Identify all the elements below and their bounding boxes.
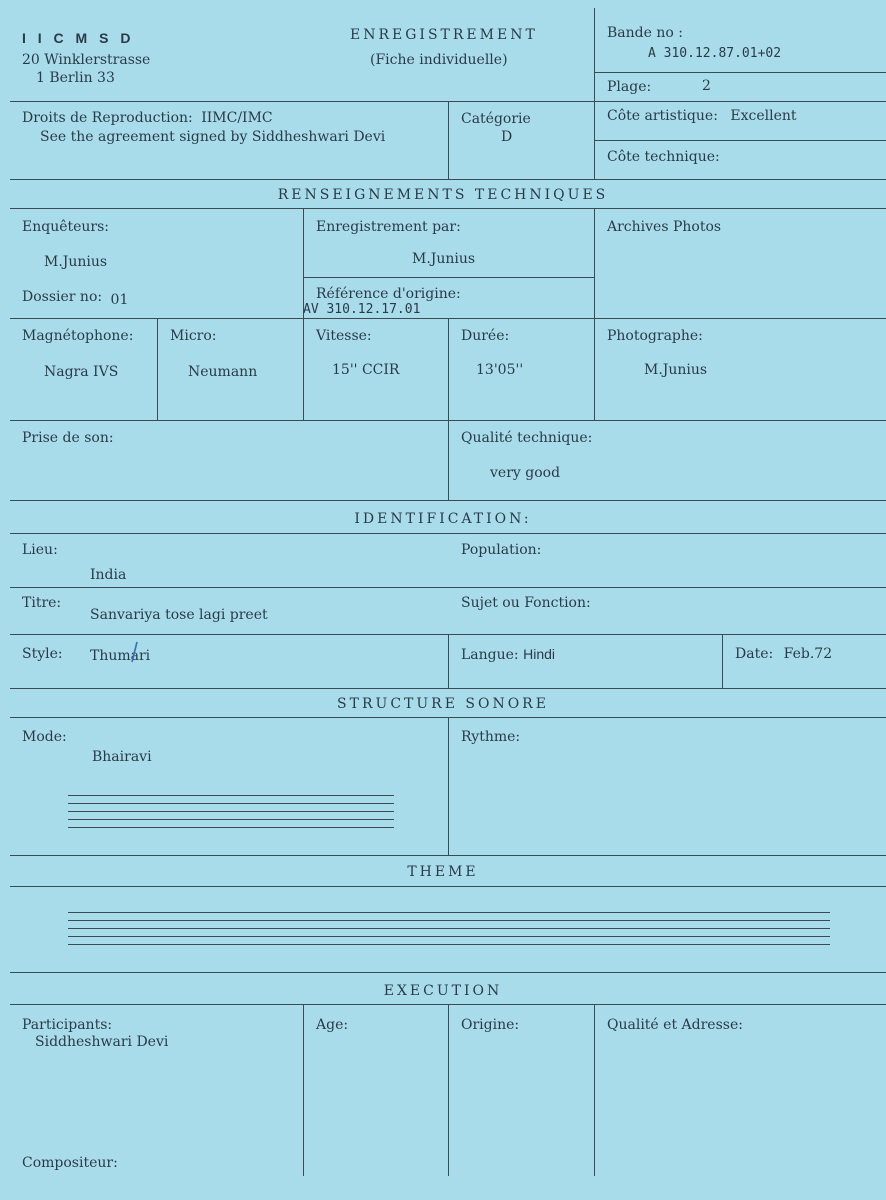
divider [10, 500, 886, 501]
langue-label-text: Langue: [461, 647, 519, 663]
rights-label [22, 110, 273, 126]
divider [594, 72, 886, 73]
divider [10, 533, 886, 534]
mode-label: Mode: [22, 729, 67, 745]
divider [722, 634, 723, 688]
style-value: Thumari [90, 648, 151, 664]
plage-label: Plage: [607, 79, 652, 95]
date-label [735, 646, 832, 662]
categorie-value: D [501, 129, 513, 145]
enqueteurs-label: Enquêteurs: [22, 219, 110, 235]
dossier-label [22, 289, 129, 308]
section-heading-technique: RENSEIGNEMENTS TECHNIQUES [277, 187, 609, 203]
micro-label: Micro: [170, 328, 217, 344]
qualite-adresse-label: Qualité et Adresse: [607, 1017, 743, 1033]
dossier-label-text: Dossier no: [22, 289, 103, 305]
divider [448, 420, 449, 500]
section-heading-structure: STRUCTURE SONORE [337, 696, 549, 712]
prise-de-son-label: Prise de son: [22, 430, 114, 446]
rights-value: IIMC/IMC [201, 110, 273, 126]
divider [594, 208, 595, 420]
staff-line [68, 920, 830, 921]
staff-line [68, 819, 394, 820]
staff-line [68, 827, 394, 828]
divider [448, 318, 449, 420]
divider [594, 1004, 595, 1176]
pen-mark-icon [128, 640, 142, 664]
divider [594, 140, 886, 141]
staff-line [68, 811, 394, 812]
divider [157, 318, 158, 420]
enreg-par-label: Enregistrement par: [316, 219, 461, 235]
qualite-technique-value: very good [490, 465, 561, 481]
staff-line [68, 936, 830, 937]
vitesse-label: Vitesse: [316, 328, 372, 344]
micro-value: Neumann [188, 364, 258, 380]
cote-technique-label: Côte technique: [607, 149, 720, 165]
divider [448, 101, 449, 179]
divider [10, 886, 886, 887]
date-value: Feb.72 [783, 646, 833, 662]
section-heading-theme: THEME [407, 864, 479, 880]
cote-artistique-label-text: Côte artistique: [607, 108, 718, 124]
enreg-par-value: M.Junius [412, 251, 476, 267]
lieu-label: Lieu: [22, 542, 58, 558]
divider [303, 277, 594, 278]
participants-value: Siddheshwari Devi [35, 1034, 169, 1050]
divider [10, 587, 886, 588]
bande-label: Bande no : [607, 25, 683, 41]
divider [10, 855, 886, 856]
divider [10, 208, 886, 209]
duree-value: 13'05'' [476, 362, 524, 378]
rights-label-text: Droits de Reproduction: [22, 110, 193, 126]
bande-value: A 310.12.87.01+02 [648, 46, 782, 61]
divider [10, 688, 886, 689]
org-address-city: 1 Berlin 33 [36, 70, 115, 86]
origine-label: Origine: [461, 1017, 520, 1033]
org-name: I I C M S D [22, 30, 135, 46]
magnetophone-value: Nagra IVS [44, 364, 119, 380]
ref-origine-label: Référence d'origine: [316, 286, 461, 302]
date-label-text: Date: [735, 646, 774, 662]
langue-value: Hindi [523, 646, 555, 662]
age-label: Age: [316, 1017, 349, 1033]
rights-note: See the agreement signed by Siddheshwari Devi [40, 129, 386, 145]
duree-label: Durée: [461, 328, 510, 344]
form-subtitle: (Fiche individuelle) [370, 52, 508, 68]
photographe-label: Photographe: [607, 328, 703, 344]
population-label: Population: [461, 542, 542, 558]
enqueteurs-value: M.Junius [44, 254, 108, 270]
ref-origine-value: AV 310.12.17.01 [303, 302, 421, 317]
staff-line [68, 803, 394, 804]
vitesse-value: 15'' CCIR [332, 362, 400, 378]
style-label: Style: [22, 646, 63, 662]
dossier-value: 01 [110, 292, 129, 308]
divider [448, 717, 449, 855]
staff-line [68, 795, 394, 796]
cote-artistique-value: Excellent [730, 108, 797, 124]
divider [10, 179, 886, 180]
langue-label [461, 646, 555, 663]
photographe-value: M.Junius [644, 362, 708, 378]
compositeur-label: Compositeur: [22, 1155, 118, 1171]
divider [594, 8, 595, 102]
form-title: ENREGISTREMENT [350, 27, 538, 43]
staff-line [68, 928, 830, 929]
titre-value: Sanvariya tose lagi preet [90, 607, 268, 623]
sujet-fonction-label: Sujet ou Fonction: [461, 595, 591, 611]
divider [303, 1004, 304, 1176]
staff-line [68, 912, 830, 913]
section-heading-identification: IDENTIFICATION: [354, 511, 532, 527]
cote-artistique-label [607, 108, 797, 124]
section-heading-execution: EXECUTION [383, 983, 503, 999]
org-address-street: 20 Winklerstrasse [22, 52, 151, 68]
divider [448, 634, 449, 688]
qualite-technique-label: Qualité technique: [461, 430, 593, 446]
categorie-label: Catégorie [461, 111, 531, 127]
participants-label: Participants: [22, 1017, 113, 1033]
lieu-value: India [90, 567, 127, 583]
archives-photos-label: Archives Photos [607, 219, 722, 235]
mode-value: Bhairavi [92, 749, 152, 765]
staff-line [68, 944, 830, 945]
plage-value: 2 [702, 78, 711, 94]
titre-label: Titre: [22, 595, 62, 611]
divider [448, 1004, 449, 1176]
rythme-label: Rythme: [461, 729, 521, 745]
divider [10, 972, 886, 973]
magnetophone-label: Magnétophone: [22, 328, 134, 344]
